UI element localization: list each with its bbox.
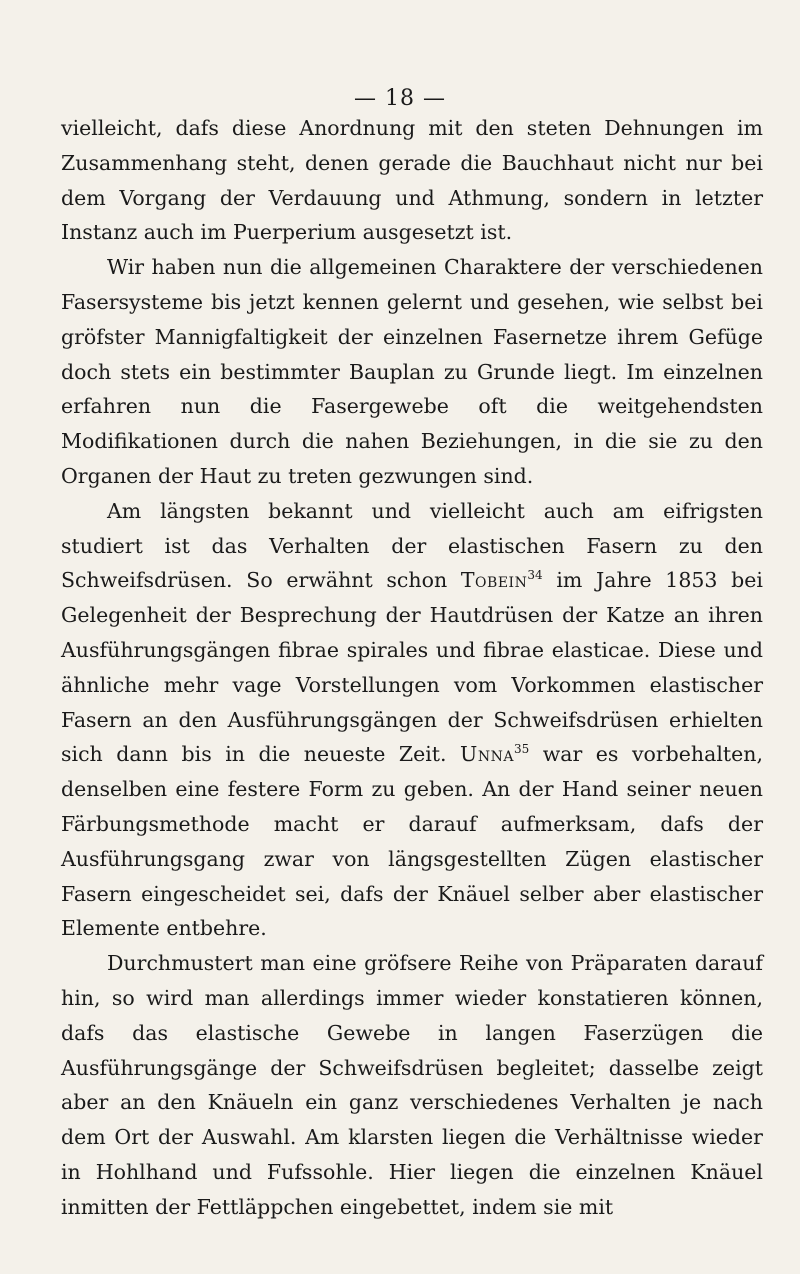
author-tobein: Tobein bbox=[460, 568, 528, 593]
paragraph-4: Durchmustert man eine gröfsere Reihe von Präparaten darauf hin, so wird man allerdings immer wieder konstatieren können, dafs das elastische Gewebe in langen Faserzügen die Ausführungsgänge der Schweifsdrüsen begleitet; dasselbe zeigt aber an den Knäueln ein ganz verschiedenes Verhalten je nach dem Ort der Auswahl. Am klarsten liegen die Verhältnisse wieder in Hohlhand und Fufssohle. Hier liegen die einzelnen Knäuel inmitten der Fettläppchen eingebettet, indem sie mit bbox=[61, 951, 763, 1219]
paragraph-3-text-a: Am längsten bekannt und vielleicht auch am eifrigsten studiert ist das Verhalten der elastischen Fasern zu den Schweifsdrüsen. So erwähnt schon bbox=[61, 498, 763, 593]
paragraph-2: Wir haben nun die allgemeinen Charaktere der verschiedenen Fasersysteme bis jetzt kennen gelernt und gesehen, wie selbst bei gröfster Mannigfaltigkeit der einzelnen Fasernetze ihrem Gefüge doch stets ein bestimmter Bauplan zu Grunde liegt. Im einzelnen erfahren nun die Fasergewebe oft die weitgehendsten Modifikationen durch die nahen Beziehungen, in die sie zu den Organen der Haut zu treten gezwungen sind. bbox=[61, 255, 763, 488]
page-number: — 18 — bbox=[354, 86, 446, 111]
author-unna: Unna bbox=[460, 742, 514, 767]
paragraph-1: vielleicht, dafs diese Anordnung mit den steten Dehnungen im Zusammenhang steht, denen gerade die Bauchhaut nicht nur bei dem Vorgang der Verdauung und Athmung, sondern in letzter Instanz auch im Puerperium ausgesetzt ist. bbox=[61, 116, 763, 245]
body-text bbox=[61, 111, 763, 1225]
footnote-ref-35: 35 bbox=[513, 742, 530, 757]
paragraph-3 bbox=[61, 494, 763, 946]
paragraph-3-text-c: war es vorbehalten, denselben eine festere Form zu geben. An der Hand seiner neuen Färbungsmethode macht er darauf aufmerksam, dafs der Ausführungsgang zwar von längsgestellten Zügen elastischer Fasern eingescheidet sei, dafs der Knäuel selber aber elastischer Elemente entbehre. bbox=[61, 742, 763, 941]
footnote-ref-34: 34 bbox=[527, 568, 543, 583]
paragraph-3-text-b: im Jahre 1853 bei Gelegenheit der Besprechung der Hautdrüsen der Katze an ihren Ausführungsgängen fibrae spirales und fibrae elasticae. Diese und ähnliche mehr vage Vorstellungen vom Vorkommen elastischer Fasern an den Ausführungsgängen der Schweifsdrüsen erhielten sich dann bis in die neueste Zeit. bbox=[61, 568, 763, 767]
